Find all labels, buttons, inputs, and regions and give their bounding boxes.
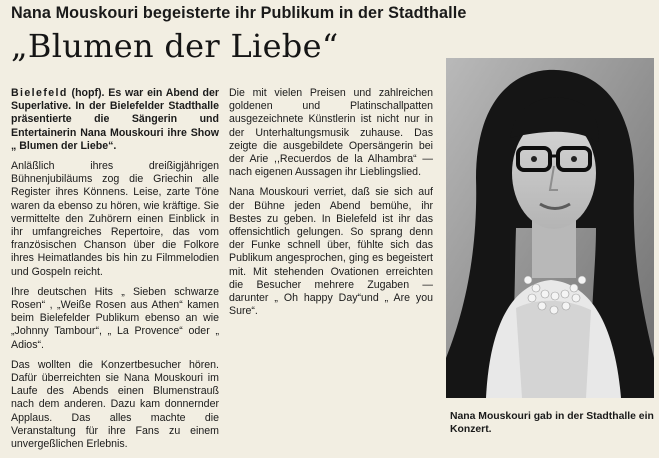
paragraph-stage: Nana Mouskouri verriet, daß sie sich auf der Bühne jeden Abend bemühe, ihr Bestes zu geben. In Bielefeld ist ihr das offensichtlich gelungen. So sprang denn der Funke schnell über, fühlte sich das Publikum angesprochen, ging es begeistert mit. Mit stehenden Ovationen erreichten die Besucher mehrere Zugaben — darunter „ Oh happy Day“und „ Are you Sure“. [229, 186, 433, 318]
paragraph-awards: Die mit vielen Preisen und zahlreichen goldenen und Platinschallpatten ausgezeichnete Künstlerin ist nicht nur in der Unterhaltungsmusik zuhause. Das zeigte die ausgebildete Opersängerin bei der Arie ,,Recuerdos de la Alhambra“ — nach eigenen Aussagen ihr Lieblingslied. [229, 87, 433, 179]
article-column-1 [11, 87, 219, 458]
paragraph-jubilee: Anläßlich ihres dreißigjährigen Bühnenjubiläums zog die Griechin alle Register ihres Könnens. Leise, zarte Töne waren da ebenso zu hören, wie kräftige. Sie vermittelte den Zuhörern einen Einblick in ihr umfangreiches Repertoire, das vom französischen Chanson über die Folkore ihres Heimatlandes bis hin zu Filmmelodien und Gospeln reicht. [11, 160, 219, 278]
portrait-photo [446, 58, 654, 398]
portrait-illustration [446, 58, 654, 398]
lead-text: (hopf). Es war ein Abend der Superlative. In der Bielefelder Stadthalle präsentierte die Sängerin und Entertainerin Nana Mouskouri ihre Show „ Blumen der Liebe“. [11, 87, 219, 152]
article-kicker: Nana Mouskouri begeisterte ihr Publikum in der Stadthalle [11, 4, 467, 22]
article-headline: „Blumen der Liebe“ [11, 27, 339, 65]
article-lead [11, 87, 219, 153]
paragraph-flowers: Das wollten die Konzertbesucher hören. Dafür überreichten sie Nana Mouskouri im Laufe des Abends einen Blumenstrauß nach dem anderen. Dazu kam donnernder Applaus. Das alles machte die Veranstaltung für ihre Fans zu einem unvergeßlichen Erlebnis. [11, 358, 219, 451]
article-column-2 [229, 87, 433, 325]
photo-caption: Nana Mouskouri gab in der Stadthalle ein Konzert. [450, 411, 654, 436]
paragraph-hits: Ihre deutschen Hits „ Sieben schwarze Rosen“ , „Weiße Rosen aus Athen“ kamen beim Bielefelder Publikum ebenso an wie „Johnny Tambour“, „ La Provence“ oder „ Adios“. [11, 285, 219, 351]
lead-location: Bielefeld [11, 87, 68, 99]
